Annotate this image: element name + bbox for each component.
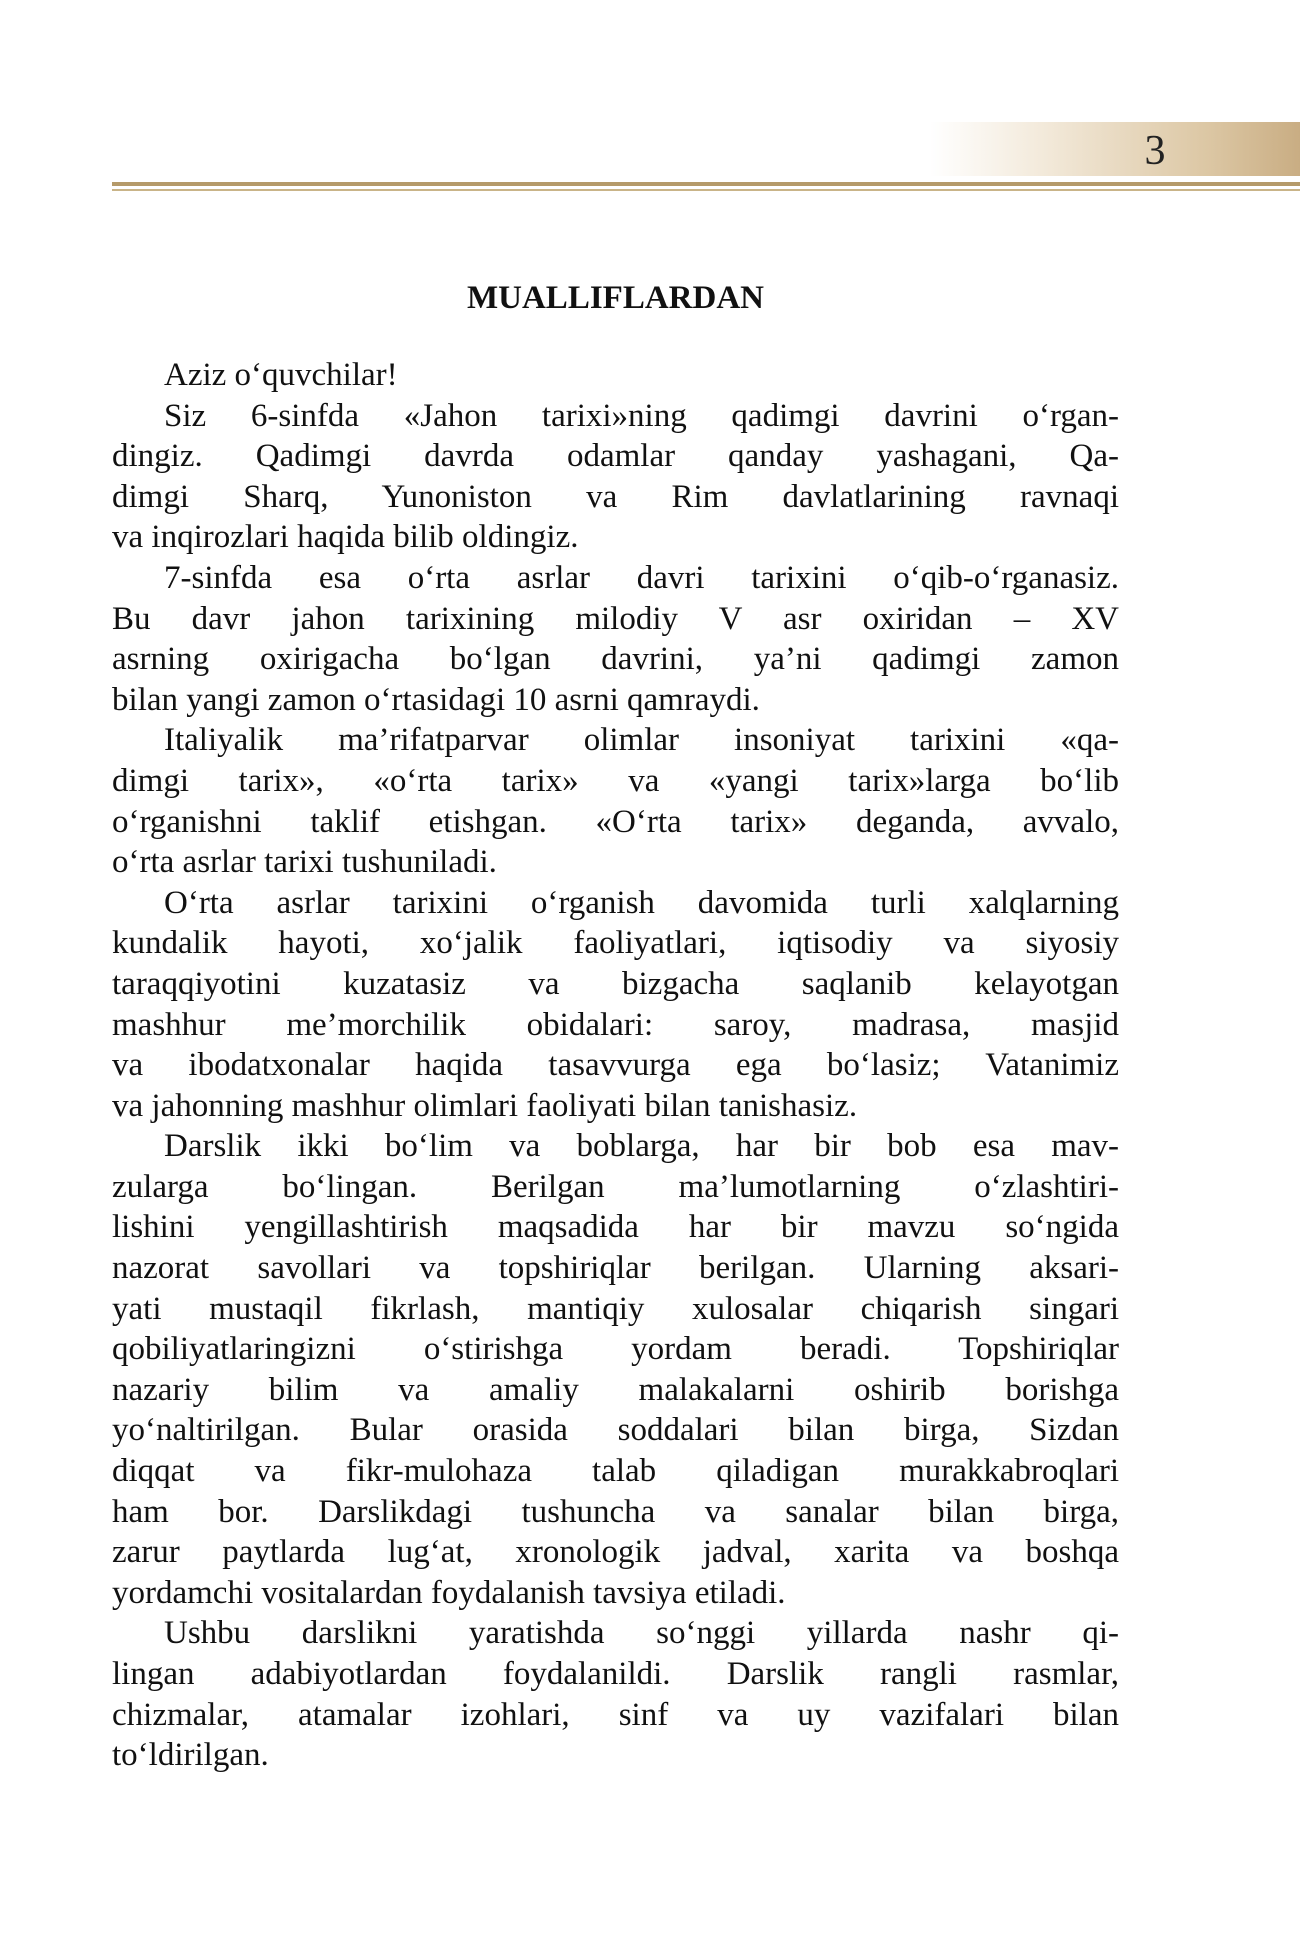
text-line: nazariy bilim va amaliy malakalarni oshirib borishga: [112, 1371, 1119, 1408]
text-line: Darslik ikki bo‘lim va boblarga, har bir bob esa mav-: [164, 1128, 1119, 1165]
text-line: dimgi tarix», «o‘rta tarix» va «yangi tarix»larga bo‘lib: [112, 762, 1119, 799]
text-line: dimgi Sharq, Yunoniston va Rim davlatlarining ravnaqi: [112, 478, 1119, 515]
text-line: Bu davr jahon tarixining milodiy V asr oxiridan – XV: [112, 600, 1119, 637]
header-rule: [112, 182, 1300, 186]
text-line: chizmalar, atamalar izohlari, sinf va uy vazifalari bilan: [112, 1696, 1119, 1733]
page-number: 3: [1144, 128, 1166, 174]
text-line: va inqirozlari haqida bilib oldingiz.: [112, 519, 579, 556]
text-line: lishini yengillashtirish maqsadida har bir mavzu so‘ngida: [112, 1209, 1119, 1246]
text-line: bilan yangi zamon o‘rtasidagi 10 asrni qamraydi.: [112, 681, 760, 718]
text-line: ham bor. Darslikdagi tushuncha va sanalar bilan birga,: [112, 1493, 1119, 1530]
text-line: to‘ldirilgan.: [112, 1737, 269, 1774]
text-line: O‘rta asrlar tarixini o‘rganish davomida turli xalqlarning: [164, 884, 1119, 921]
text-line: dingiz. Qadimgi davrda odamlar qanday yashagani, Qa-: [112, 438, 1119, 475]
text-line: o‘rganishni taklif etishgan. «O‘rta tarix» deganda, avvalo,: [112, 803, 1119, 840]
page-title: MUALLIFLARDAN: [467, 280, 764, 316]
text-line: yordamchi vositalardan foydalanish tavsiya etiladi.: [112, 1574, 786, 1611]
text-line: diqqat va fikr-mulohaza talab qiladigan murakkabroqlari: [112, 1453, 1119, 1490]
text-line: mashhur me’morchilik obidalari: saroy, madrasa, masjid: [112, 1006, 1119, 1043]
text-line: Aziz o‘quvchilar!: [164, 357, 398, 393]
text-line: kundalik hayoti, xo‘jalik faoliyatlari, iqtisodiy va siyosiy: [112, 925, 1119, 962]
text-line: lingan adabiyotlardan foydalanildi. Darslik rangli rasmlar,: [112, 1656, 1119, 1692]
text-line: zularga bo‘lingan. Berilgan ma’lumotlarning o‘zlashtiri-: [112, 1168, 1119, 1205]
text-line: qobiliyatlaringizni o‘stirishga yordam beradi. Topshiriqlar: [112, 1331, 1119, 1368]
text-line: taraqqiyotini kuzatasiz va bizgacha saqlanib kelayotgan: [112, 965, 1119, 1002]
text-line: asrning oxirigacha bo‘lgan davrini, ya’ni qadimgi zamon: [112, 641, 1119, 678]
text-line: Ushbu darslikni yaratishda so‘nggi yillarda nashr qi-: [164, 1615, 1119, 1652]
text-line: va ibodatxonalar haqida tasavvurga ega bo‘lasiz; Vatanimiz: [112, 1047, 1119, 1084]
text-line: va jahonning mashhur olimlari faoliyati bilan tanishasiz.: [112, 1087, 858, 1124]
text-line: o‘rta asrlar tarixi tushuniladi.: [112, 844, 497, 881]
text-line: 7-sinfda esa o‘rta asrlar davri tarixini o‘qib-o‘rganasiz.: [164, 559, 1119, 596]
text-line: yo‘naltirilgan. Bular orasida soddalari bilan birga, Sizdan: [112, 1412, 1119, 1449]
text-line: zarur paytlarda lug‘at, xronologik jadval, xarita va boshqa: [112, 1534, 1119, 1571]
header-decoration-band: [930, 122, 1300, 176]
body-text: [112, 355, 1119, 1776]
header-rule-secondary: [112, 189, 1300, 191]
text-line: yati mustaqil fikrlash, mantiqiy xulosalar chiqarish singari: [112, 1290, 1119, 1327]
text-line: Italiyalik ma’rifatparvar olimlar insoniyat tarixini «qa-: [164, 722, 1119, 759]
text-line: Siz 6-sinfda «Jahon tarixi»ning qadimgi davrini o‘rgan-: [164, 397, 1119, 434]
text-line: nazorat savollari va topshiriqlar berilgan. Ularning aksari-: [112, 1250, 1119, 1287]
